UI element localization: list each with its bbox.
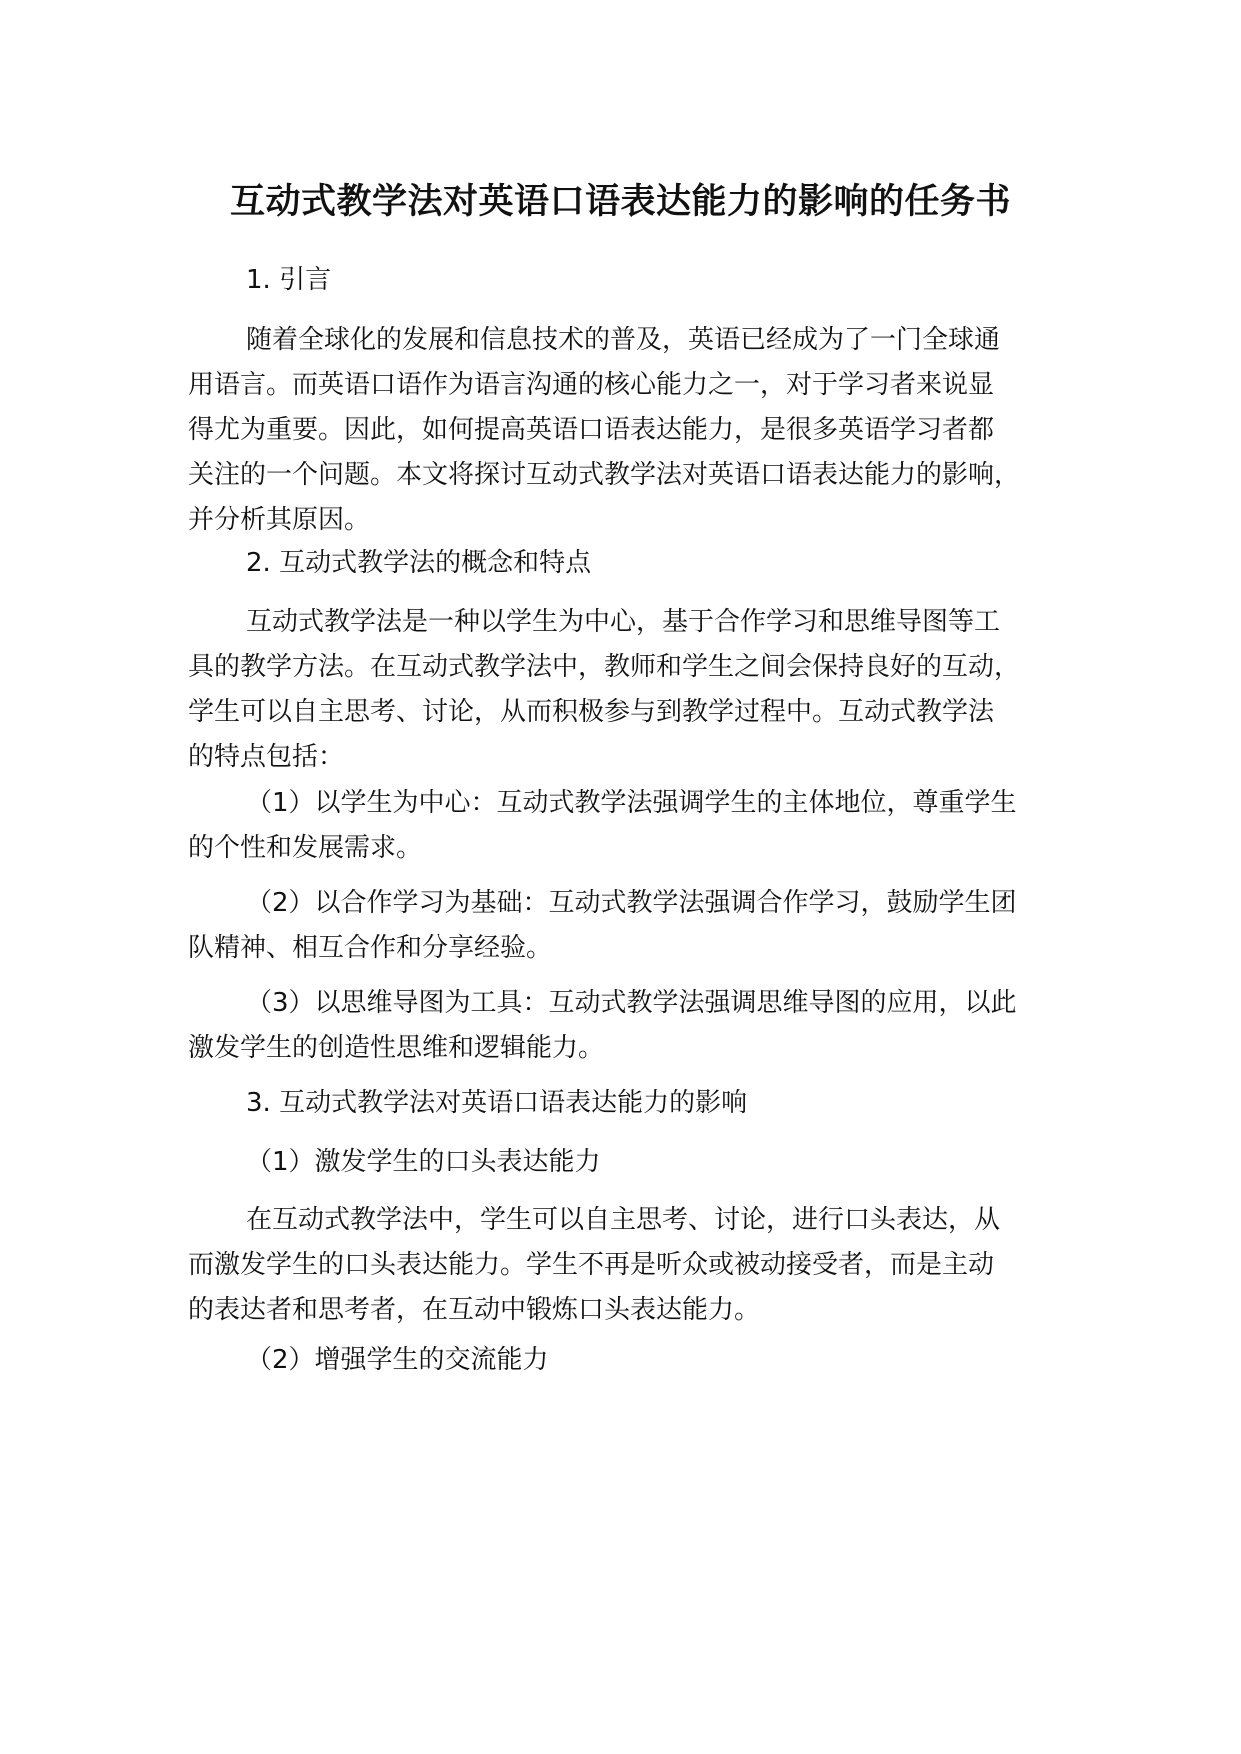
subheading-text: （2）增强学生的交流能力 <box>246 1345 549 1375</box>
paragraph-introduction <box>188 318 1088 543</box>
document-title: 互动式教学法对英语口语表达能力的影响的任务书 <box>229 182 1011 222</box>
list-item-mind-map <box>188 981 1088 1071</box>
section-heading-influence <box>188 1081 1088 1126</box>
paragraph-line: 具的教学方法。在互动式教学法中，教师和学生之间会保持良好的互动， <box>188 652 1021 682</box>
list-item-line: （3）以思维导图为工具：互动式教学法强调思维导图的应用，以此 <box>246 988 1017 1018</box>
paragraph-line: 学生可以自主思考、讨论，从而积极参与到教学过程中。互动式教学法 <box>188 697 995 727</box>
paragraph-line: 得尤为重要。因此，如何提高英语口语表达能力，是很多英语学习者都 <box>188 415 995 445</box>
list-item-cooperative-learning <box>188 881 1088 971</box>
paragraph-line: 的特点包括： <box>188 742 345 772</box>
paragraph-line: 的表达者和思考者，在互动中锻炼口头表达能力。 <box>188 1295 761 1325</box>
list-item-line: 的个性和发展需求。 <box>188 833 423 863</box>
heading-text: 3. 互动式教学法对英语口语表达能力的影响 <box>246 1088 748 1118</box>
list-item-student-centered <box>188 781 1088 871</box>
subheading-oral-expression <box>188 1140 1088 1185</box>
paragraph-line: 随着全球化的发展和信息技术的普及，英语已经成为了一门全球通 <box>246 325 1001 355</box>
subheading-text: （1）激发学生的口头表达能力 <box>246 1147 601 1177</box>
list-item-line: 激发学生的创造性思维和逻辑能力。 <box>188 1033 605 1063</box>
paragraph-line: 用语言。而英语口语作为语言沟通的核心能力之一，对于学习者来说显 <box>188 370 995 400</box>
paragraph-line: 互动式教学法是一种以学生为中心，基于合作学习和思维导图等工 <box>246 607 1001 637</box>
paragraph-oral-expression <box>188 1198 1088 1333</box>
section-heading-introduction <box>188 258 1088 303</box>
paragraph-line: 而激发学生的口头表达能力。学生不再是听众或被动接受者，而是主动 <box>188 1250 995 1280</box>
paragraph-concept <box>188 600 1088 780</box>
paragraph-line: 在互动式教学法中，学生可以自主思考、讨论，进行口头表达，从 <box>246 1205 1001 1235</box>
heading-text: 1. 引言 <box>246 265 332 295</box>
paragraph-line: 并分析其原因。 <box>188 505 371 535</box>
list-item-line: 队精神、相互合作和分享经验。 <box>188 933 553 963</box>
list-item-line: （2）以合作学习为基础：互动式教学法强调合作学习，鼓励学生团 <box>246 888 1017 918</box>
section-heading-concept <box>188 541 1088 586</box>
list-item-line: （1）以学生为中心：互动式教学法强调学生的主体地位，尊重学生 <box>246 788 1017 818</box>
heading-text: 2. 互动式教学法的概念和特点 <box>246 548 592 578</box>
paragraph-line: 关注的一个问题。本文将探讨互动式教学法对英语口语表达能力的影响， <box>188 460 1021 490</box>
subheading-communication <box>188 1338 1088 1383</box>
